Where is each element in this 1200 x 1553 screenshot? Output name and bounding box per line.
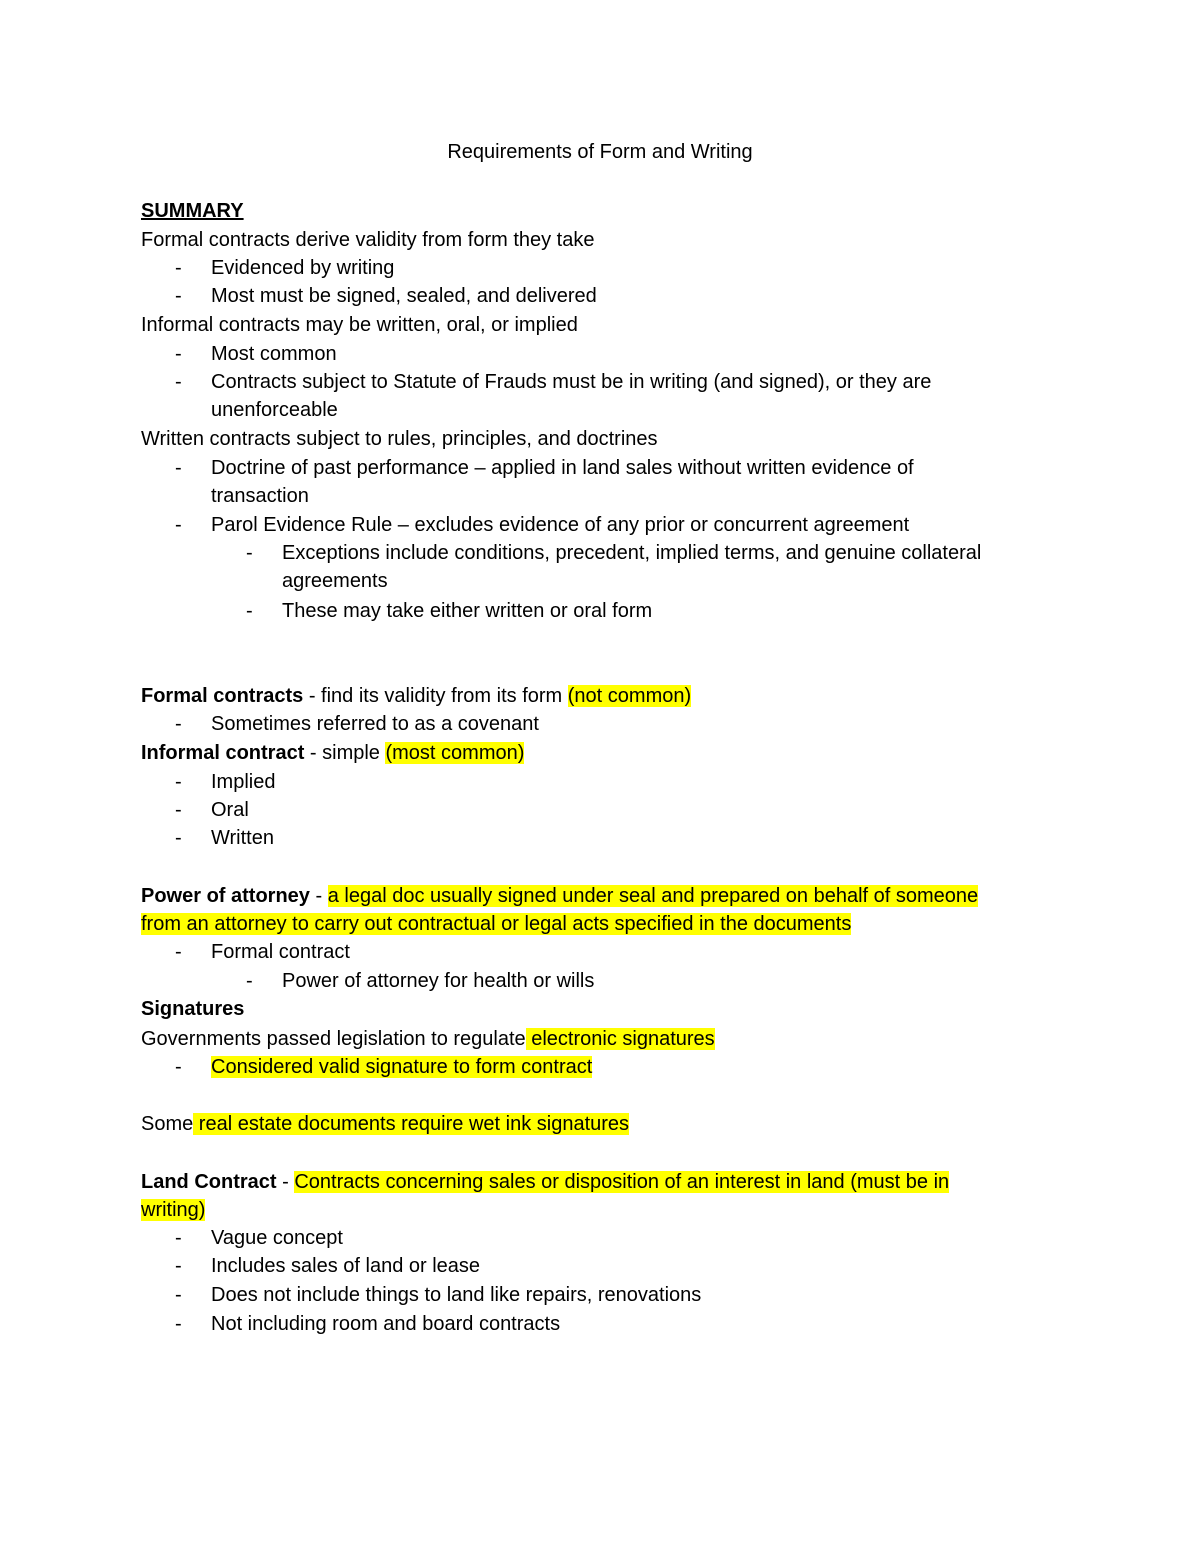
bullet-dash: - [246,542,253,564]
bullet-dash: - [246,600,253,622]
bullet-dash: - [246,970,253,992]
summary-written-line: Written contracts subject to rules, principles, and doctrines [141,428,658,450]
informal-bullet-2: Oral [211,799,249,821]
formal-contracts-definition: Formal contracts - find its validity from its form (not common) [141,685,692,707]
bullet-dash: - [175,713,182,735]
bullet-dash: - [175,771,182,793]
summary-informal-bullet-2: Contracts subject to Statute of Frauds must be in writing (and signed), or they are [211,371,932,393]
poa-bullet-1: Formal contract [211,941,350,963]
bullet-dash: - [175,514,182,536]
bullet-dash: - [175,1313,182,1335]
summary-written-bullet-2: Parol Evidence Rule – excludes evidence of any prior or concurrent agreement [211,514,910,536]
land-bullet-4: Not including room and board contracts [211,1313,561,1335]
land-bullet-3: Does not include things to land like repairs, renovations [211,1284,702,1306]
bullet-dash: - [175,1056,182,1078]
land-contract-definition-cont: writing) [141,1199,206,1221]
bullet-dash: - [175,1284,182,1306]
bullet-dash: - [175,343,182,365]
poa-subbullet-1: Power of attorney for health or wills [282,970,595,992]
summary-formal-line: Formal contracts derive validity from form they take [141,229,595,251]
informal-contract-definition: Informal contract - simple (most common) [141,742,525,764]
summary-heading: SUMMARY [141,200,244,222]
formal-bullet-1: Sometimes referred to as a covenant [211,713,539,735]
bullet-dash: - [175,827,182,849]
land-bullet-2: Includes sales of land or lease [211,1255,481,1277]
power-of-attorney-definition: Power of attorney - a legal doc usually signed under seal and prepared on behalf of someone [141,885,979,907]
summary-formal-bullet-2: Most must be signed, sealed, and delivered [211,285,597,307]
summary-informal-bullet-1: Most common [211,343,337,365]
bullet-dash: - [175,371,182,393]
summary-written-subbullet-1-cont: agreements [282,570,388,592]
signatures-heading: Signatures [141,998,245,1020]
document-title: Requirements of Form and Writing [447,141,753,163]
summary-written-subbullet-2: These may take either written or oral form [282,600,653,622]
summary-informal-line: Informal contracts may be written, oral, or implied [141,314,578,336]
bullet-dash: - [175,1227,182,1249]
land-contract-definition: Land Contract - Contracts concerning sales or disposition of an interest in land (must be in [141,1171,950,1193]
signatures-legislation-line: Governments passed legislation to regulate electronic signatures [141,1028,715,1050]
signatures-bullet-1: Considered valid signature to form contract [211,1056,593,1078]
bullet-dash: - [175,1255,182,1277]
wet-ink-line: Some real estate documents require wet ink signatures [141,1113,630,1135]
power-of-attorney-definition-cont: from an attorney to carry out contractual or legal acts specified in the documents [141,913,852,935]
informal-bullet-3: Written [211,827,274,849]
informal-bullet-1: Implied [211,771,276,793]
summary-informal-bullet-2-cont: unenforceable [211,399,338,421]
land-bullet-1: Vague concept [211,1227,343,1249]
summary-written-subbullet-1: Exceptions include conditions, precedent, implied terms, and genuine collateral [282,542,982,564]
bullet-dash: - [175,941,182,963]
summary-formal-bullet-1: Evidenced by writing [211,257,395,279]
summary-written-bullet-1-cont: transaction [211,485,309,507]
bullet-dash: - [175,257,182,279]
bullet-dash: - [175,799,182,821]
bullet-dash: - [175,457,182,479]
bullet-dash: - [175,285,182,307]
summary-written-bullet-1: Doctrine of past performance – applied in land sales without written evidence of [211,457,914,479]
